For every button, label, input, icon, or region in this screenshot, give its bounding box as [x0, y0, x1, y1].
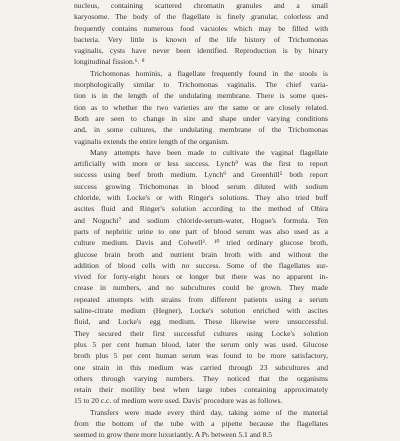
text-line: from the bottom of the tube with a pipette because the flagellates [74, 418, 328, 428]
text-line: others through varying numbers. They noticed that the organisms [74, 373, 328, 383]
text-line: culture medium. Davis and Colwell³˒ ¹⁰ tried ordinary glucose broth, [74, 238, 328, 248]
paragraph [74, 407, 328, 441]
text-line: broth plus 5 per cent human serum was found to be more satisfactory, [74, 351, 328, 361]
text-line: glucose brain broth and nutrient brain broth with and without the [74, 249, 328, 259]
text-line: addition of blood cells with no success. Some of the flagellates sur- [74, 260, 328, 270]
text-line: crease in numbers, and no subcultures could be grown. They made [74, 283, 328, 293]
text-line: karyosome. The body of the flagellate is finely granular, colorless and [74, 12, 328, 22]
text-line: longitudinal fission.⁶˒ ⁸ [74, 57, 145, 67]
text-line: seemed to grow there more luxuriantly. A Pₕ between 5.1 and 8.5 [74, 430, 273, 440]
text-line: plus 5 per cent human blood, later the serum only was used. Glucose [74, 339, 328, 349]
text-line: vaginalis, cysts have never been identified. Reproduction is by binary [74, 46, 328, 56]
text-line: morphologically similar to Trichomonas vaginalis. The chief varia- [74, 80, 328, 90]
paragraph [74, 0, 328, 68]
text-line: frequently contains numerous food vacuoles which may be filled with [74, 23, 328, 33]
text-line: retain their motility best when large tubes containing approximately [74, 385, 328, 395]
text-line: artificially with more or less success. Lynch⁹ was the first to report [74, 159, 328, 169]
text-line: Both are seen to change in size and shape under varying conditions [74, 113, 328, 123]
paragraph [74, 68, 328, 147]
text-line: success using beef broth medium. Lynch⁹ and Greenhill⁵ both report [74, 170, 328, 180]
text-line: Many attempts have been made to cultivate the vaginal flagellate [90, 147, 328, 157]
text-line: success growing Trichomonas in blood serum diluted with sodium [74, 181, 328, 191]
text-line: chloride, with Locke's or with Ringer's solutions. They also tried buff [74, 193, 328, 203]
text-line: vived for forty-eight hours or longer but there was no apparent in- [74, 272, 328, 282]
text-line: Trichomonas hominis, a flagellate frequently found in the stools is [90, 68, 328, 78]
text-column [74, 0, 328, 441]
text-line: 15 to 20 c.c. of medium were used. Davis' procedure was as follows. [74, 396, 283, 406]
text-line: repeated attempts with strains from different patients using a serum [74, 294, 328, 304]
text-line: one strain in this medium was carried through 23 subcultures and [74, 362, 328, 372]
text-line: saline-citrate medium (Hegner), Locke's solution enriched with ascites [74, 306, 328, 316]
text-line: parts of nephritic urine to one part of blood serum was also used as a [74, 226, 328, 236]
text-line: nucleus, containing scattered chromatin granules and a small [74, 1, 328, 10]
text-line: and, in some cultures, the undulating membrane of the Trichomonas [74, 125, 328, 135]
text-line: Transfers were made every third day, taking some of the material [90, 407, 328, 417]
text-line: vaginalis extends the entire length of the organism. [74, 136, 230, 146]
text-line: and Noguchi⁷ and sodium chloride-serum-water, Hogue's formula. Ten [74, 215, 328, 225]
text-line: ascites fluid and Ringer's solution according to the method of Ohira [74, 204, 328, 214]
text-line: They secured their first successful cultures using Locke's solution [74, 328, 328, 338]
text-line: bacteria. Very little is known of the life history of Trichomonas [74, 34, 328, 44]
text-line: fluid, and Locke's egg medium. These likewise were unsuccessful. [74, 317, 328, 327]
text-line: tion is in the length of the undulating membrane. There is some ques- [74, 91, 328, 101]
paragraph [74, 147, 328, 407]
text-line: tion as to whether the two varieties are the same or are closely related. [74, 102, 328, 112]
